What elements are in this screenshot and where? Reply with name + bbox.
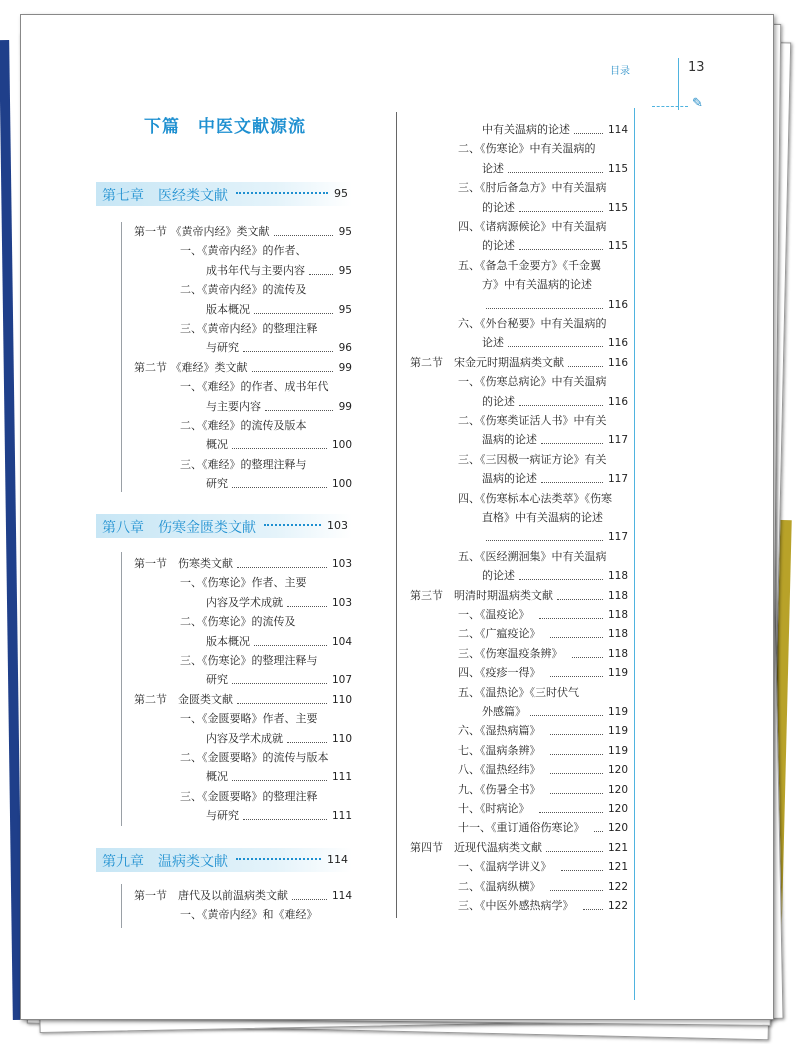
toc-entry[interactable] [206,340,352,356]
leader-dots [557,599,603,600]
leader-dots [236,192,328,194]
entry-page-number: 95 [338,303,352,316]
entry-title: 中有关温病的论述 [482,123,570,136]
leader-dots [519,579,603,580]
entry-page-number: 114 [331,890,352,902]
entry-title: 三、《难经》的整理注释与 [180,457,307,471]
entry-title: 外感篇》 [482,705,526,718]
leader-dots [292,899,327,900]
leader-dots [541,443,603,444]
toc-entry[interactable] [206,437,352,453]
leader-dots [287,742,327,743]
leader-dots [254,313,333,314]
entry-title: 与主要内容 [206,399,261,413]
entry-title: 版本概况 [206,302,250,316]
running-header-label: 目录 [610,66,630,77]
leader-dots [519,211,603,212]
entry-page-number: 120 [607,803,628,815]
entry-title: 与研究 [206,809,239,823]
entry-page-number: 120 [607,822,628,835]
entry-title: 第一节 唐代及以前温病类文献 [134,889,288,902]
leader-dots [530,715,603,716]
entry-title: 研究 [206,477,228,491]
toc-section[interactable] [134,224,352,240]
leader-dots [568,366,603,367]
toc-entry[interactable] [482,161,628,177]
entry-title: 十一、《重订通俗伤寒论》 [458,821,585,835]
toc-entry[interactable] [180,575,352,591]
entry-title: 一、《难经》的作者、成书年代 [180,380,329,394]
toc-entry[interactable] [458,879,628,895]
entry-page-number: 110 [331,732,352,745]
entry-title: 九、《伤暑全书》 [458,782,541,796]
toc-entry[interactable] [482,200,628,216]
entry-title: 一、《伤寒总病论》中有关温病 [458,375,607,389]
entry-title: 七、《温病条辨》 [458,743,541,757]
entry-title: 二、《伤寒类证活人书》中有关 [458,414,607,427]
leader-dots [265,410,333,411]
toc-section[interactable] [410,840,628,856]
entry-page-number: 122 [607,880,628,893]
entry-title: 内容及学术成就 [206,595,283,609]
toc-entry[interactable] [482,277,628,293]
entry-page-number: 100 [331,439,352,452]
entry-title: 的论述 [482,200,515,214]
toc-entry[interactable] [180,418,352,434]
toc-entry[interactable] [206,634,352,650]
toc-entry[interactable] [482,510,628,526]
entry-page-number: 118 [607,589,628,602]
entry-title: 二、《广瘟疫论》 [458,627,541,641]
leader-dots [508,172,603,173]
entry-page-number: 120 [607,783,628,796]
toc-entry[interactable] [458,452,628,468]
entry-title: 一、《温病学讲义》 [458,860,552,874]
toc-entry[interactable] [482,704,628,720]
entry-page-number: 99 [338,400,352,413]
toc-entry[interactable] [458,801,628,817]
chapter-page-number: 95 [334,187,348,200]
entry-title: 二、《伤寒论》中有关温病的 [458,142,596,156]
entry-title: 第一节 伤寒类文献 [134,557,233,570]
leader-dots [237,703,327,704]
page-number: 13 [688,60,705,75]
entry-title: 十、《时病论》 [458,802,530,815]
entry-page-number: 115 [607,201,628,214]
leader-dots [264,524,321,526]
entry-title: 温病的论述 [482,472,537,486]
toc-entry[interactable] [458,859,628,875]
pen-icon: ✎ [692,96,703,111]
toc-entry[interactable] [458,898,628,914]
leader-dots [519,249,603,250]
leader-dots [541,482,603,483]
entry-title: 一、《伤寒论》作者、主要 [180,576,307,590]
entry-title: 与研究 [206,341,239,355]
toc-section[interactable] [134,888,352,904]
entry-title: 论述 [482,161,504,175]
toc-entry[interactable] [206,595,352,611]
toc-entry[interactable] [458,316,628,332]
toc-entry[interactable] [206,672,352,688]
entry-page-number: 104 [331,635,352,648]
chapter-rule [121,552,122,826]
entry-page-number: 107 [331,674,352,687]
toc-entry[interactable] [482,471,628,487]
entry-page-number: 114 [607,124,628,136]
entry-page-number: 96 [338,342,352,355]
entry-title: 二、《金匮要略》的流传与版本 [180,751,329,764]
entry-title: 直格》中有关温病的论述 [482,511,603,524]
leader-dots [550,637,603,638]
entry-title: 二、《黄帝内经》的流传及 [180,283,307,297]
leader-dots [561,870,603,871]
entry-page-number: 122 [607,900,628,912]
toc-entry[interactable] [482,297,628,313]
entry-page-number: 115 [607,162,628,175]
entry-page-number: 116 [607,337,628,350]
entry-title: 五、《温热论》《三时伏气 [458,685,579,699]
leader-dots [539,812,603,813]
entry-title: 三、《金匮要略》的整理注释 [180,789,318,803]
entry-page-number: 121 [607,841,628,854]
entry-title: 二、《伤寒论》的流传及 [180,615,296,629]
entry-page-number: 99 [338,361,352,374]
entry-page-number: 119 [607,725,628,738]
entry-title: 内容及学术成就 [206,731,283,745]
toc-entry[interactable] [180,379,352,395]
entry-title: 四、《伤寒标本心法类萃》《伤寒 [458,491,612,505]
toc-entry[interactable] [458,782,628,798]
leader-dots [232,487,327,488]
entry-page-number: 117 [607,531,628,544]
entry-title: 研究 [206,673,228,687]
toc-entry[interactable] [206,263,352,279]
entry-title: 三、《黄帝内经》的整理注释 [180,322,318,335]
chapter-heading[interactable] [96,848,352,872]
toc-entry[interactable] [482,568,628,584]
entry-title: 的论述 [482,569,515,583]
entry-page-number: 121 [607,861,628,874]
toc-entry[interactable] [458,491,628,507]
entry-title: 八、《温热经纬》 [458,763,541,777]
toc-section[interactable] [410,588,628,604]
leader-dots [550,676,603,677]
toc-entry[interactable] [458,685,628,701]
entry-title: 二、《难经》的流传及版本 [180,419,307,432]
entry-page-number: 116 [607,395,628,408]
entry-page-number: 120 [607,764,628,777]
entry-page-number: 119 [607,667,628,680]
leader-dots [309,274,333,275]
toc-entry[interactable] [180,907,352,923]
leader-dots [252,371,333,372]
toc-entry[interactable] [180,321,352,337]
leader-dots [574,133,603,134]
entry-page-number: 118 [607,647,628,660]
entry-page-number: 115 [607,240,628,253]
toc-entry[interactable] [206,399,352,415]
toc-section[interactable] [134,692,352,708]
entry-page-number: 117 [607,434,628,447]
leader-dots [237,567,327,568]
column-divider [396,112,397,918]
entry-page-number: 100 [331,478,352,491]
leader-dots [243,351,333,352]
entry-page-number: 118 [607,570,628,583]
entry-page-number: 118 [607,628,628,641]
leader-dots [550,734,603,735]
entry-title: 三、《肘后备急方》中有关温病 [458,181,607,195]
toc-entry[interactable] [458,258,628,274]
chapter-rule [121,884,122,928]
entry-title: 第二节 宋金元时期温病类文献 [410,355,564,369]
chapter-rule [121,222,122,492]
toc-entry[interactable] [180,243,352,259]
entry-title: 成书年代与主要内容 [206,263,305,277]
toc-entry[interactable] [458,743,628,759]
part-title: 下篇 中医文献源流 [144,117,306,137]
toc-entry[interactable] [458,413,628,429]
leader-dots [550,773,603,774]
entry-title: 三、《伤寒温疫条辨》 [458,646,563,660]
leader-dots [550,754,603,755]
toc-entry[interactable] [180,789,352,805]
toc-entry[interactable] [482,432,628,448]
entry-page-number: 111 [331,810,352,823]
toc-entry[interactable] [458,723,628,739]
header-divider [678,58,679,110]
entry-page-number: 119 [607,706,628,718]
leader-dots [550,793,603,794]
leader-dots [508,346,603,347]
chapter-page-number: 103 [327,519,348,532]
leader-dots [546,851,603,852]
entry-title: 的论述 [482,239,515,253]
chapter-title: 第八章 伤寒金匮类文献 [102,520,256,536]
toc-entry[interactable] [458,607,628,623]
toc-entry[interactable] [458,549,628,565]
toc-entry[interactable] [482,394,628,410]
leader-dots [539,618,603,619]
toc-section[interactable] [134,360,352,376]
toc-entry[interactable] [458,820,628,836]
leader-dots [287,606,327,607]
entry-title: 六、《外台秘要》中有关温病的 [458,317,607,330]
toc-entry[interactable] [206,808,352,824]
entry-title: 四、《诸病源候论》中有关温病 [458,220,607,233]
leader-dots [550,890,603,891]
entry-title: 概况 [206,770,228,784]
entry-title: 三、《伤寒论》的整理注释与 [180,654,318,667]
leader-dots [243,819,327,820]
toc-entry[interactable] [458,219,628,235]
entry-title: 一、《温疫论》 [458,608,530,621]
entry-page-number: 111 [331,771,352,784]
entry-page-number: 110 [331,693,352,706]
toc-entry[interactable] [482,529,628,545]
entry-title: 第四节 近现代温病类文献 [410,840,542,854]
toc-entry[interactable] [458,141,628,157]
entry-title: 五、《医经溯洄集》中有关温病 [458,549,607,563]
entry-title: 三、《三因极一病证方论》有关 [458,452,607,466]
toc-entry[interactable] [180,750,352,766]
chapter-heading[interactable] [96,182,352,206]
toc-entry[interactable] [206,769,352,785]
chapter-heading[interactable] [96,514,352,538]
toc-entry[interactable] [180,711,352,727]
toc-entry[interactable] [458,762,628,778]
chapter-title: 第七章 医经类文献 [102,188,228,204]
toc-entry[interactable] [180,614,352,630]
leader-dots [232,448,327,449]
entry-title: 二、《温病纵横》 [458,879,541,893]
entry-page-number: 116 [607,356,628,369]
entry-title: 概况 [206,438,228,452]
leader-dots [519,405,603,406]
entry-page-number: 95 [338,264,352,277]
entry-title: 第一节 《黄帝内经》类文献 [134,225,270,238]
toc-entry[interactable] [180,653,352,669]
leader-dots [486,540,603,541]
toc-entry[interactable] [458,374,628,390]
toc-entry[interactable] [458,665,628,681]
entry-title: 一、《金匮要略》作者、主要 [180,712,318,726]
entry-title: 五、《备急千金要方》《千金翼 [458,258,601,272]
leader-dots [583,909,603,910]
entry-title: 三、《中医外感热病学》 [458,899,574,912]
entry-title: 温病的论述 [482,433,537,447]
chapter-title: 第九章 温病类文献 [102,854,228,870]
entry-title: 方》中有关温病的论述 [482,278,592,292]
entry-page-number: 117 [607,473,628,486]
toc-entry[interactable] [206,476,352,492]
margin-rule [634,108,635,1000]
entry-page-number: 95 [338,226,352,238]
entry-title: 四、《疫疹一得》 [458,666,541,680]
leader-dots [232,683,327,684]
header-dash [652,106,688,107]
toc-entry[interactable] [206,731,352,747]
leader-dots [254,645,327,646]
toc-entry[interactable] [482,238,628,254]
entry-title: 一、《黄帝内经》和《难经》 [180,908,318,922]
entry-title: 论述 [482,336,504,350]
entry-title: 第二节 《难经》类文献 [134,360,248,374]
entry-page-number: 116 [607,298,628,311]
leader-dots [486,308,603,309]
entry-title: 六、《湿热病篇》 [458,724,541,738]
leader-dots [572,657,603,658]
entry-title: 版本概况 [206,634,250,648]
entry-title: 第三节 明清时期温病类文献 [410,588,553,602]
chapter-page-number: 114 [327,853,348,866]
toc-entry[interactable] [180,457,352,473]
toc-section[interactable] [410,355,628,371]
entry-page-number: 119 [607,744,628,757]
leader-dots [594,831,603,832]
entry-title: 一、《黄帝内经》的作者、 [180,244,307,258]
entry-page-number: 103 [331,558,352,570]
leader-dots [236,858,321,860]
toc-section[interactable] [134,556,352,572]
entry-page-number: 118 [607,609,628,621]
toc-entry[interactable] [206,302,352,318]
toc-entry[interactable] [482,122,628,138]
toc-entry[interactable] [458,626,628,642]
toc-entry[interactable] [482,335,628,351]
leader-dots [274,235,333,236]
leader-dots [232,780,327,781]
entry-title: 第二节 金匮类文献 [134,692,233,706]
toc-entry[interactable] [458,180,628,196]
entry-page-number: 103 [331,596,352,609]
toc-entry[interactable] [458,646,628,662]
entry-title: 的论述 [482,394,515,408]
toc-entry[interactable] [180,282,352,298]
